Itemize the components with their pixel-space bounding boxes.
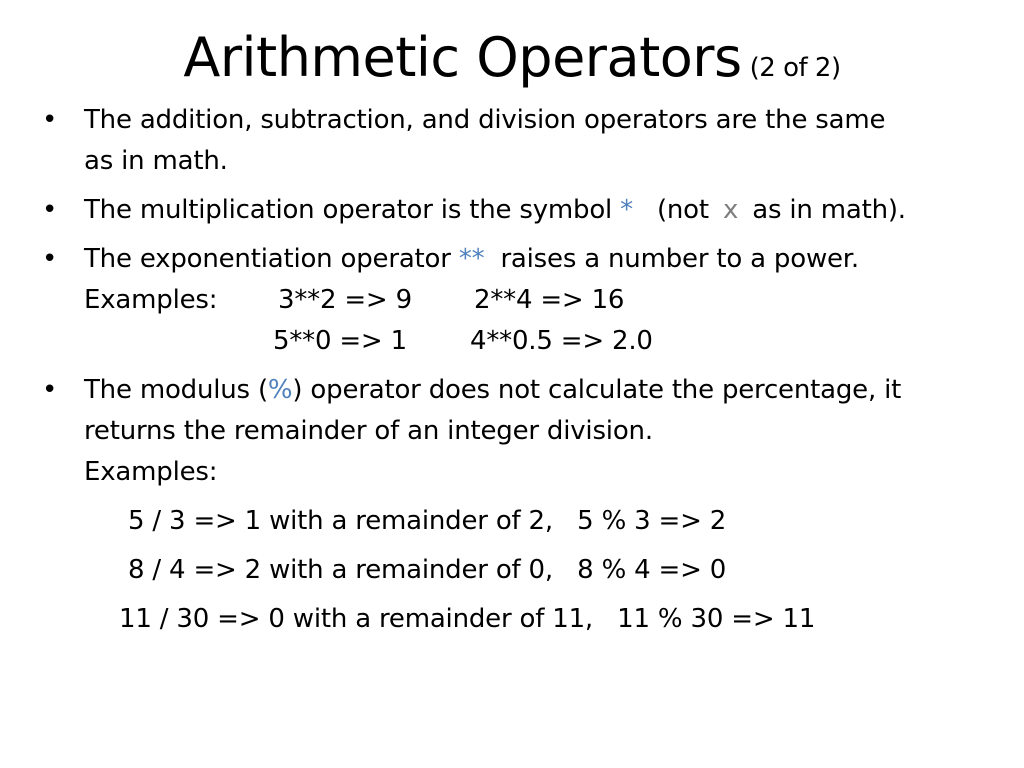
exponent-symbol: **	[458, 244, 485, 274]
modulus-examples-label: Examples:	[84, 457, 218, 487]
exponent-example-1: 3**2 => 9	[278, 285, 412, 315]
bullet-4-line-2: returns the remainder of an integer division.	[84, 416, 653, 446]
title-text: Arithmetic Operators	[183, 26, 742, 89]
bullet-3-line	[84, 239, 859, 280]
bullet-2-line	[84, 190, 906, 231]
exponent-example-2: 2**4 => 16	[474, 285, 625, 315]
title-suffix: (2 of 2)	[749, 53, 841, 83]
bullet-marker: •	[42, 105, 58, 135]
modulus-example: 5 / 3 => 1 with a remainder of 2, 5 % 3 => 2	[128, 506, 727, 536]
modulus-example: 11 / 30 => 0 with a remainder of 11, 11 % 30 => 11	[119, 604, 816, 634]
bullet-1-line-2: as in math.	[84, 146, 228, 176]
bullet-marker: •	[42, 244, 58, 274]
modulus-symbol: %	[267, 375, 293, 405]
slide-title	[0, 26, 1024, 89]
bullet-3-text-after: raises a number to a power.	[500, 244, 859, 274]
multiplication-symbol: *	[620, 195, 633, 225]
bullet-2-text-before: The multiplication operator is the symbol	[84, 195, 621, 225]
bullet-4-text-before: The modulus (	[84, 375, 268, 405]
bullet-2-text-middle: (not	[656, 195, 717, 225]
bullet-4-text-after: ) operator does not calculate the percentage, it	[292, 375, 902, 405]
exponent-examples-label: Examples:	[84, 285, 218, 315]
bullet-4-line-1	[84, 370, 901, 411]
bullet-1-line-1: The addition, subtraction, and division operators are the same	[84, 105, 886, 135]
x-symbol: x	[722, 195, 739, 225]
bullet-marker: •	[42, 195, 58, 225]
bullet-3-text-before: The exponentiation operator	[84, 244, 459, 274]
exponent-example-4: 4**0.5 => 2.0	[470, 326, 653, 356]
modulus-example: 8 / 4 => 2 with a remainder of 0, 8 % 4 => 0	[128, 555, 727, 585]
bullet-2-text-after: as in math).	[744, 195, 906, 225]
exponent-example-3: 5**0 => 1	[273, 326, 407, 356]
bullet-marker: •	[42, 375, 58, 405]
